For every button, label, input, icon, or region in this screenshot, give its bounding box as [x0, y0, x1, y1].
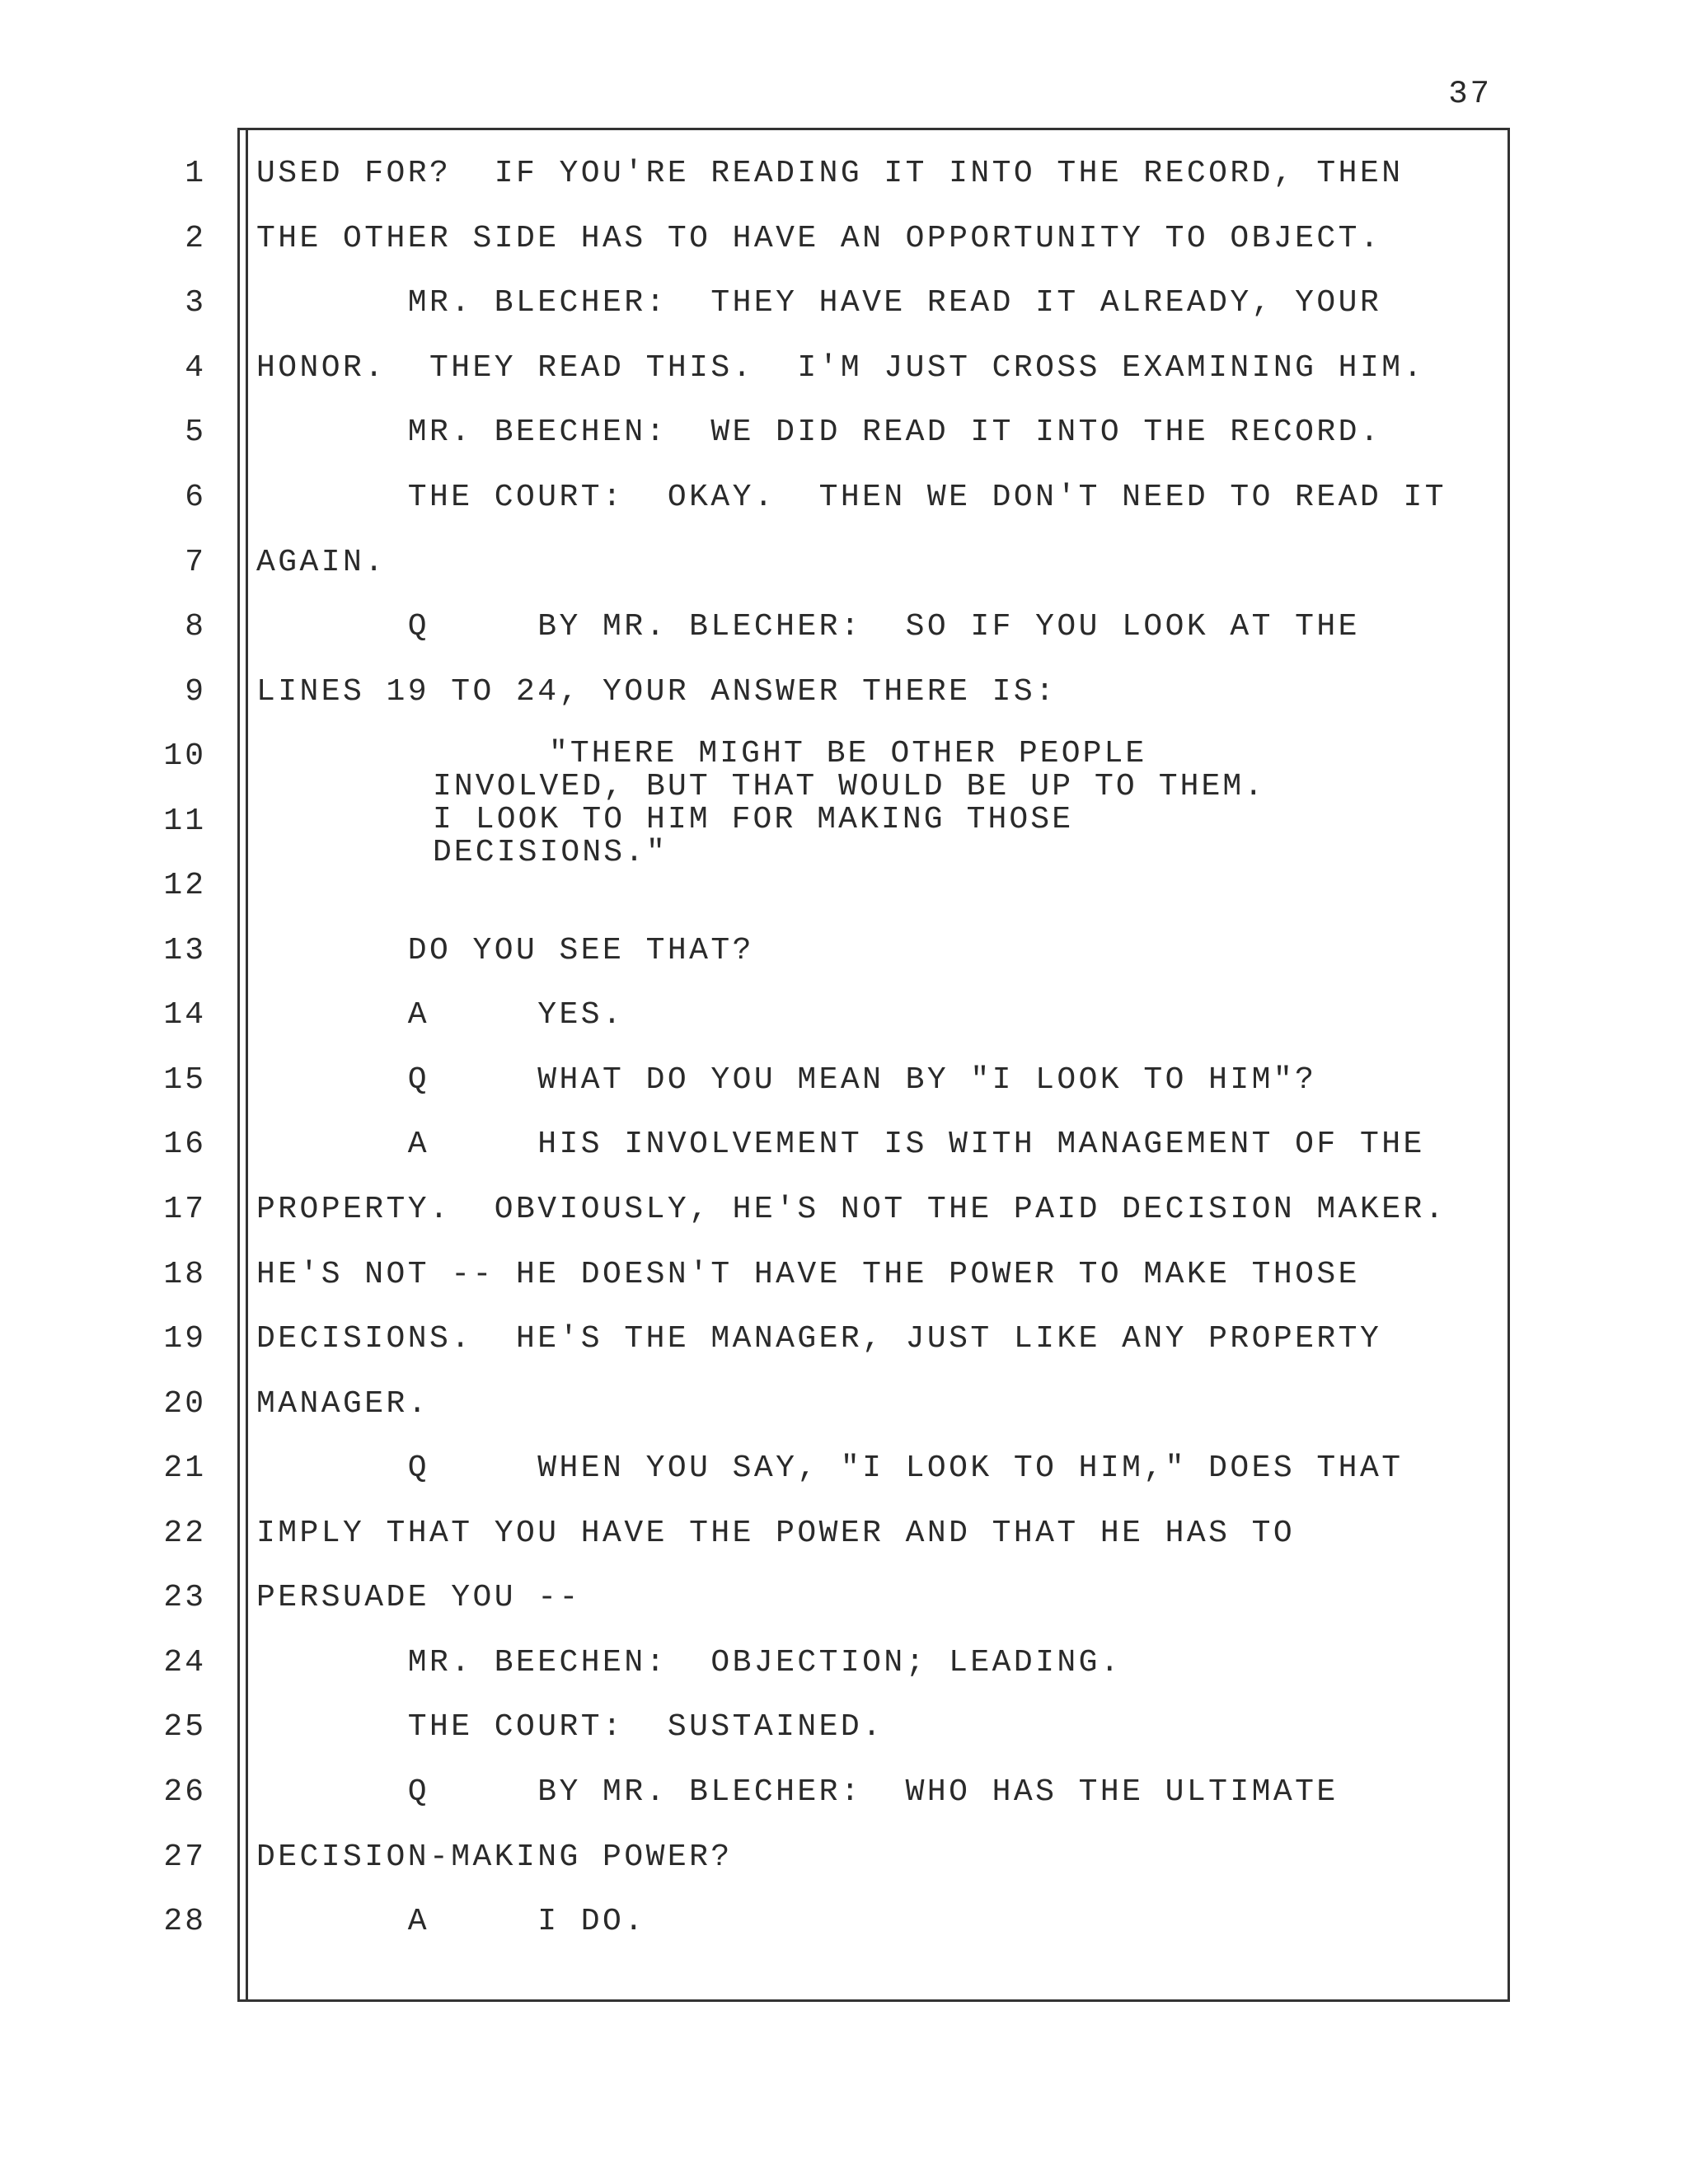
transcript-line: MANAGER. — [256, 1385, 430, 1422]
line-number: 3 — [185, 285, 206, 321]
transcript-line: MR. BEECHEN: WE DID READ IT INTO THE RECORD. — [256, 415, 1382, 451]
transcript-line: THE OTHER SIDE HAS TO HAVE AN OPPORTUNITY TO OBJECT. — [256, 220, 1382, 256]
line-number: 6 — [185, 479, 206, 515]
line-number: 16 — [163, 1127, 206, 1163]
transcript-line: DECISION-MAKING POWER? — [256, 1839, 733, 1875]
transcript-line: MR. BEECHEN: OBJECTION; LEADING. — [256, 1644, 1123, 1680]
line-number: 5 — [185, 415, 206, 451]
line-number: 4 — [185, 349, 206, 386]
line-number: 17 — [163, 1192, 206, 1227]
line-number: 1 — [185, 156, 206, 192]
line-number: 22 — [163, 1515, 206, 1551]
transcript-line: PROPERTY. OBVIOUSLY, HE'S NOT THE PAID DECISION MAKER. — [256, 1192, 1447, 1227]
transcript-line: DO YOU SEE THAT? — [256, 932, 754, 968]
transcript-line: AGAIN. — [256, 544, 387, 580]
line-number: 27 — [163, 1839, 206, 1875]
line-number: 8 — [185, 609, 206, 645]
transcript-line: Q BY MR. BLECHER: WHO HAS THE ULTIMATE — [256, 1774, 1339, 1810]
line-number: 20 — [163, 1385, 206, 1422]
line-number: 18 — [163, 1256, 206, 1292]
transcript-line: Q BY MR. BLECHER: SO IF YOU LOOK AT THE — [256, 609, 1360, 645]
block-quote-line: DECISIONS." — [433, 835, 668, 870]
line-number: 12 — [163, 868, 206, 904]
transcript-line: DECISIONS. HE'S THE MANAGER, JUST LIKE ANY PROPERTY — [256, 1321, 1382, 1357]
transcript-line: IMPLY THAT YOU HAVE THE POWER AND THAT HE HAS TO — [256, 1515, 1296, 1551]
line-number: 7 — [185, 544, 206, 580]
transcript-line: THE COURT: OKAY. THEN WE DON'T NEED TO READ IT — [256, 479, 1447, 515]
line-number: 28 — [163, 1904, 206, 1940]
transcript-line: THE COURT: SUSTAINED. — [256, 1709, 884, 1746]
transcript-line: Q WHEN YOU SAY, "I LOOK TO HIM," DOES THAT — [256, 1451, 1404, 1487]
line-number: 15 — [163, 1062, 206, 1098]
line-number: 26 — [163, 1774, 206, 1810]
line-number: 25 — [163, 1709, 206, 1746]
block-quote-line: I LOOK TO HIM FOR MAKING THOSE — [433, 802, 1074, 837]
transcript-line: A YES. — [256, 997, 625, 1033]
transcript-line: Q WHAT DO YOU MEAN BY "I LOOK TO HIM"? — [256, 1062, 1317, 1098]
transcript-line: A HIS INVOLVEMENT IS WITH MANAGEMENT OF THE — [256, 1127, 1425, 1163]
transcript-line: LINES 19 TO 24, YOUR ANSWER THERE IS: — [256, 673, 1057, 710]
line-number: 11 — [163, 803, 206, 839]
line-number: 10 — [163, 738, 206, 775]
line-number: 19 — [163, 1321, 206, 1357]
page-number: 37 — [1448, 76, 1492, 112]
line-number: 2 — [185, 220, 206, 256]
margin-rule — [246, 128, 248, 2002]
transcript-line: PERSUADE YOU -- — [256, 1580, 581, 1616]
line-number: 23 — [163, 1580, 206, 1616]
line-number: 21 — [163, 1451, 206, 1487]
line-number: 9 — [185, 673, 206, 710]
block-quote-line: INVOLVED, BUT THAT WOULD BE UP TO THEM. — [433, 769, 1266, 804]
transcript-line: HE'S NOT -- HE DOESN'T HAVE THE POWER TO MAKE THOSE — [256, 1256, 1360, 1292]
line-number: 14 — [163, 997, 206, 1033]
block-quote-line: "THERE MIGHT BE OTHER PEOPLE — [549, 736, 1147, 771]
transcript-line: USED FOR? IF YOU'RE READING IT INTO THE RECORD, THEN — [256, 156, 1404, 192]
transcript-line: HONOR. THEY READ THIS. I'M JUST CROSS EXAMINING HIM. — [256, 349, 1425, 386]
transcript-line: MR. BLECHER: THEY HAVE READ IT ALREADY, YOUR — [256, 285, 1382, 321]
transcript-line: A I DO. — [256, 1904, 646, 1940]
line-number: 24 — [163, 1644, 206, 1680]
line-number: 13 — [163, 932, 206, 968]
